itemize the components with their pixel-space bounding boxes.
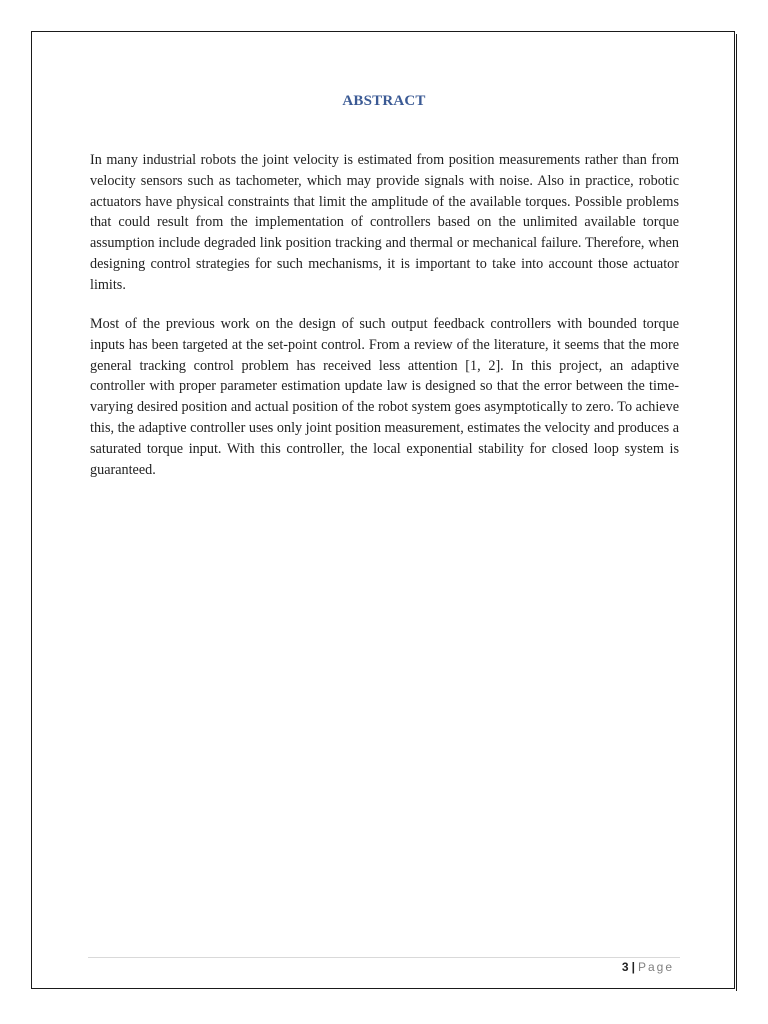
page-label: Page xyxy=(637,960,674,974)
footer-separator: | xyxy=(631,960,635,974)
page-number: 3 xyxy=(621,960,629,974)
page-title: ABSTRACT xyxy=(342,93,426,109)
page-footer xyxy=(622,960,674,974)
abstract-paragraph-1: In many industrial robots the joint velocity is estimated from position measurements rather than from velocity sensors such as tachometer, which may provide signals with noise. Also in practice, robotic actuators have physical constraints that limit the amplitude of the available torques. Possible problems that could result from the implementation of controllers based on the unlimited available torque assumption include degraded link position tracking and thermal or mechanical failure. Therefore, when designing control strategies for such mechanisms, it is important to take into account those actuator limits. xyxy=(90,152,679,293)
abstract-paragraph-2: Most of the previous work on the design of such output feedback controllers with bounded torque inputs has been targeted at the set-point control. From a review of the literature, it seems that the more general tracking control problem has received less attention [1, 2]. In this project, an adaptive controller with proper parameter estimation update law is designed so that the error between the time-varying desired position and actual position of the robot system goes asymptotically to zero. To achieve this, the adaptive controller uses only joint position measurement, estimates the velocity and produces a saturated torque input. With this controller, the local exponential stability for closed loop system is guaranteed. xyxy=(90,316,679,478)
footer-divider xyxy=(88,957,680,958)
